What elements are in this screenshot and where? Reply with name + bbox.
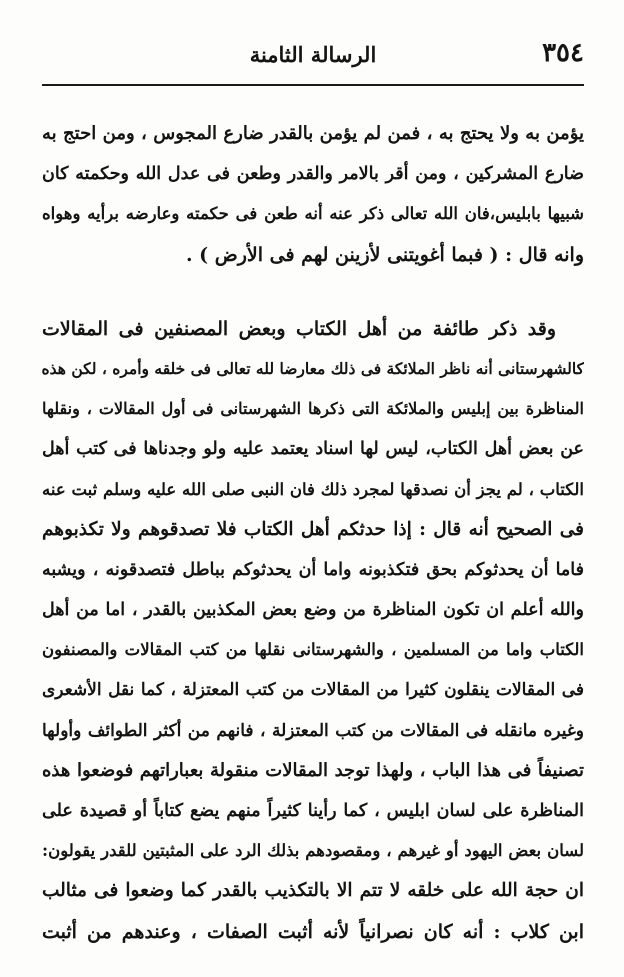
running-title: الرسالة الثامنة bbox=[249, 42, 377, 67]
text-line: فاما أن يحدثوكم بحق فتكذبونه واما أن يحدثوكم بباطل فتصدقونه ، ويشبه bbox=[42, 559, 584, 580]
text-line: شبيها بابليس،فان الله تعالى ذكر عنه أنه طعن فى حكمته وعارضه برأيه وهواه bbox=[42, 204, 584, 224]
text-line: عن بعض أهل الكتاب، ليس لها اسناد يعتمد عليه ولو وجدناها فى كتب أهل bbox=[42, 439, 584, 460]
text-line: فى المقالات ينقلون كثيرا من المقالات من كتب المعتزلة ، كما نقل الأشعرى bbox=[42, 680, 584, 701]
text-line: والله أعلم ان تكون المناظرة من وضع بعض المكذبين بالقدر ، اما من أهل bbox=[42, 600, 584, 621]
text-line: لسان بعض اليهود أو غيرهم ، ومقصودهم بذلك الرد على المثبتين للقدر يقولون: bbox=[42, 841, 584, 861]
text-line: وغيره مانقله فى المقالات من كتب المعتزلة ، فانهم من أكثر الطوائف وأولها bbox=[42, 720, 584, 741]
text-line: فى الصحيح أنه قال : إذا حدثكم أهل الكتاب فلا تصدقوهم ولا تكذبوهم bbox=[42, 518, 584, 540]
text-line: وقد ذكر طائفة من أهل الكتاب وبعض المصنفين فى المقالات bbox=[42, 317, 556, 340]
text-line: كالشهرستانى أنه ناظر الملائكة فى ذلك معارضا لله تعالى فى خلقه وأمره ، لكن هذه bbox=[42, 358, 584, 378]
page-number: ٣٥٤ bbox=[542, 38, 584, 68]
page-header bbox=[42, 38, 584, 78]
paragraph-2 bbox=[42, 309, 584, 952]
paragraph-gap bbox=[42, 275, 584, 309]
text-line: الكتاب واما من المسلمين ، والشهرستانى نقلها من كتب المقالات والمصنفون bbox=[42, 640, 584, 660]
header-rule bbox=[42, 84, 584, 86]
text-line: المناظرة على لسان ابليس ، كما رأينا كثيراً منهم يضع كتاباً أو قصيدة على bbox=[42, 801, 584, 821]
text-line: ضارع المشركين ، ومن أقر بالامر والقدر وطعن فى عدل الله وحكمته كان bbox=[42, 164, 584, 185]
paragraph-1 bbox=[42, 114, 584, 275]
text-line: ان حجة الله على خلقه لا تتم الا بالتكذيب بالقدر كما وضعوا فى مثالب bbox=[42, 880, 584, 902]
text-line: تصنيفاً فى هذا الباب ، ولهذا توجد المقالات منقولة بعباراتهم فوضعوا هذه bbox=[42, 759, 584, 781]
text-line: ابن كلاب : أنه كان نصرانياً لأنه أثبت الصفات ، وعندهم من أثبت bbox=[42, 920, 584, 943]
text-line: الكتاب ، لم يجز أن نصدقها لمجرد ذلك فان النبى صلى الله عليه وسلم ثبت عنه bbox=[42, 479, 584, 499]
text-line: وانه قال : ( فبما أغويتنى لأزينن لهم فى الأرض ) . bbox=[185, 243, 584, 266]
text-line: المناظرة بين إبليس والملائكة التى ذكرها الشهرستانى فى أول المقالات ، ونقلها bbox=[42, 399, 584, 419]
body-text bbox=[42, 114, 584, 952]
text-line: يؤمن به ولا يحتج به ، فمن لم يؤمن بالقدر ضارع المجوس ، ومن احتج به bbox=[42, 123, 584, 144]
